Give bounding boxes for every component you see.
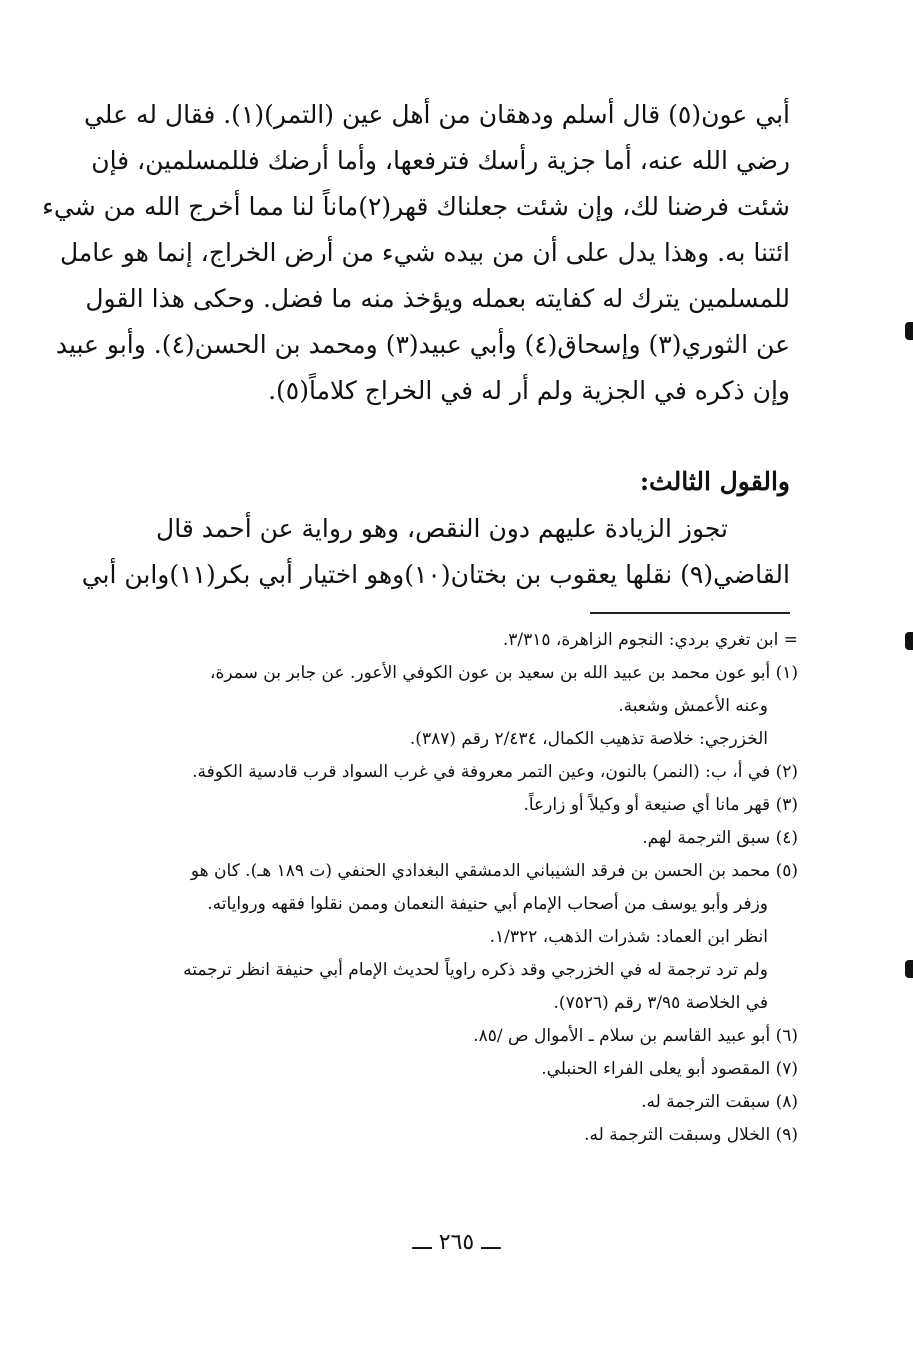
section-line-1: تجوز الزيادة عليهم دون النقص، وهو رواية عن أحمد قال xyxy=(156,514,728,543)
footnote-line: (٧) المقصود أبو يعلى الفراء الحنبلي. xyxy=(541,1059,798,1079)
section-line-2: القاضي(٩) نقلها يعقوب بن بختان(١٠)وهو اختيار أبي بكر(١١)وابن أبي xyxy=(81,560,790,589)
footnote-line: انظر ابن العماد: شذرات الذهب، ١/٣٢٢. xyxy=(489,927,768,947)
footnote-line: وزفر وأبو يوسف من أصحاب الإمام أبي حنيفة النعمان وممن نقلوا فقهه ورواياته. xyxy=(207,894,768,914)
footnote-line: (٣) قهر مانا أي صنيعة أو وكيلاً أو زارعاً. xyxy=(523,795,798,815)
footnote-line: (٤) سبق الترجمة لهم. xyxy=(642,828,798,848)
main-line-5: للمسلمين يترك له كفايته بعمله ويؤخذ منه ما فضل. وحكى هذا القول xyxy=(85,284,790,313)
footnote-line: (١) أبو عون محمد بن عبيد الله بن سعيد بن عون الكوفي الأعور. عن جابر بن سمرة، xyxy=(210,663,798,683)
footnote-line: = ابن تغري بردي: النجوم الزاهرة، ٣/٣١٥. xyxy=(502,630,798,650)
footnotes xyxy=(88,624,798,1152)
footnote-line: وعنه الأعمش وشعبة. xyxy=(618,696,768,716)
page-number: ـــ ٢٦٥ ـــ xyxy=(412,1230,501,1255)
footnote-line: في الخلاصة ٣/٩٥ رقم (٧٥٢٦). xyxy=(553,993,768,1013)
footnote-separator xyxy=(590,612,790,614)
section-heading: والقول الثالث: xyxy=(639,467,790,496)
footnote-line: (٨) سبقت الترجمة له. xyxy=(641,1092,798,1112)
footnote-line: (٦) أبو عبيد القاسم بن سلام ـ الأموال ص /٨٥. xyxy=(473,1026,798,1046)
footnote-line: الخزرجي: خلاصة تذهيب الكمال، ٢/٤٣٤ رقم (٣٨٧). xyxy=(409,729,768,749)
main-line-4: ائتنا به. وهذا يدل على أن من بيده شيء من أرض الخراج، إنما هو عامل xyxy=(59,238,790,267)
footnote-line: (٢) في أ، ب: (النمر) بالنون، وعين التمر معروفة في غرب السواد قرب قادسية الكوفة. xyxy=(192,762,798,782)
section-paragraph xyxy=(81,506,790,598)
main-line-7: وإن ذكره في الجزية ولم أر له في الخراج كلاماً(٥). xyxy=(268,376,790,405)
footnote-line: ولم ترد ترجمة له في الخزرجي وقد ذكره راوياً لحديث الإمام أبي حنيفة انظر ترجمته xyxy=(183,960,768,980)
main-line-6: عن الثوري(٣) وإسحاق(٤) وأبي عبيد(٣) ومحمد بن الحسن(٤). وأبو عبيد xyxy=(55,330,790,359)
binding-hole-mark xyxy=(905,960,913,978)
footnote-line: (٥) محمد بن الحسن بن فرقد الشيباني الدمشقي البغدادي الحنفي (ت ١٨٩ هـ). كان هو xyxy=(190,861,798,881)
main-line-2: رضي الله عنه، أما جزية رأسك فترفعها، وأما أرضك فللمسلمين، فإن xyxy=(91,146,790,175)
footnote-line: (٩) الخلال وسبقت الترجمة له. xyxy=(584,1125,798,1145)
main-line-1: أبي عون(٥) قال أسلم ودهقان من أهل عين (التمر)(١). فقال له علي xyxy=(83,100,790,129)
binding-hole-mark xyxy=(905,322,913,340)
main-line-3: شئت فرضنا لك، وإن شئت جعلناك قهر(٢)ماناً لنا مما أخرج الله من شيء xyxy=(42,192,790,221)
main-paragraph xyxy=(42,92,790,414)
binding-hole-mark xyxy=(905,632,913,650)
